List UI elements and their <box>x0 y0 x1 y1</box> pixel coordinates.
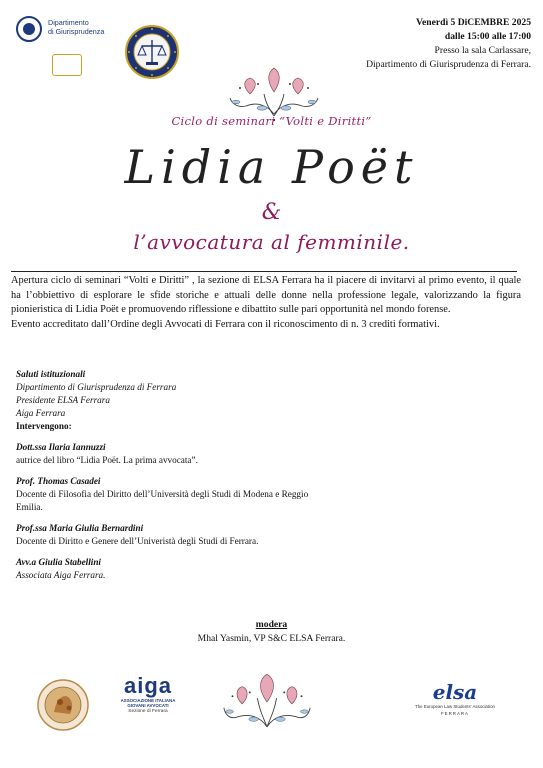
moderator <box>0 618 543 646</box>
event-title: Lidia Poët <box>124 140 419 194</box>
aiga-logo-line2: Sezione di Ferrara <box>128 709 168 714</box>
program <box>16 368 436 582</box>
divider <box>11 271 517 272</box>
speaker-role: autrice del libro “Lidia Poët. La prima avvocata”. <box>16 455 198 465</box>
seminar-series-label: Ciclo di seminari “Volti e Diritti” <box>171 114 372 128</box>
excellence-badge-icon <box>52 54 82 76</box>
title-ampersand: & <box>261 200 282 225</box>
bar-association-logo-icon <box>36 678 90 732</box>
elsa-logo-line1: The European Law Students' Association <box>415 704 495 709</box>
speaker-role: Docente di Diritto e Genere dell’Univeristà degli Studi di Ferrara. <box>16 536 259 546</box>
speaker-name: Dott.ssa Ilaria Iannuzzi <box>16 442 106 452</box>
greeting-item: Presidente ELSA Ferrara <box>16 395 110 405</box>
aiga-logo-mark: aiga <box>123 673 173 698</box>
elsa-logo <box>400 681 510 731</box>
event-date: Venerdì 5 DiCEMBRE 2025 <box>415 17 531 28</box>
event-venue: Presso la sala Carlassare, <box>434 45 531 56</box>
floral-ornament-icon <box>221 668 313 734</box>
greetings-heading: Saluti istituzionali <box>16 369 86 379</box>
speaker-role: Docente di Filosofia del Diritto dell’Università degli Studi di Modena e Reggio Emilia. <box>16 489 309 512</box>
aiga-logo <box>111 674 185 734</box>
speaker-role: Associata Aiga Ferrara. <box>16 570 106 580</box>
department-logo <box>16 14 126 74</box>
event-time: dalle 15:00 alle 17:00 <box>444 31 531 42</box>
greeting-item: Aiga Ferrara <box>16 408 66 418</box>
moderator-name: Mhal Yasmin, VP S&C ELSA Ferrara. <box>197 633 346 644</box>
elsa-logo-mark: elsa <box>432 680 478 704</box>
elsa-logo-line2: FERRARA <box>441 711 469 716</box>
event-department: Dipartimento di Giurisprudenza di Ferrara. <box>366 59 531 70</box>
speakers-heading: Intervengono: <box>16 421 72 431</box>
speaker-name: Prof.ssa Maria Giulia Bernardini <box>16 523 144 533</box>
intro-text <box>11 274 521 332</box>
department-logo-text <box>48 18 104 36</box>
greeting-item: Dipartimento di Giurisprudenza di Ferrara <box>16 382 177 392</box>
department-logo-line2: di Giurisprudenza <box>48 27 105 36</box>
intro-paragraph-2: Evento accreditato dall’Ordine degli Avvocati di Ferrara con il riconoscimento di n. 3 crediti formativi. <box>11 318 440 330</box>
event-info <box>366 16 531 72</box>
speaker-name: Avv.a Giulia Stabellini <box>16 557 101 567</box>
aiga-logo-line1: ASSOCIAZIONE ITALIANA GIOVANI AVVOCATI <box>120 698 176 708</box>
event-subtitle: l’avvocatura al femminile. <box>133 230 410 254</box>
university-seal-icon <box>16 16 42 42</box>
department-logo-line1: Dipartimento <box>48 18 89 27</box>
intro-paragraph-1: Apertura ciclo di seminari “Volti e Diritti” , la sezione di ELSA Ferrara ha il piacere di invitarvi al primo evento, il quale ha l’obbiettivo di esplorare le sfide storiche e attuali delle donne nella professione legale, valorizzando la figura pionieristica di Lidia Poët e promuovendo riflessione e dibattito sulle pari opportunità nel mondo forense. <box>11 275 521 315</box>
moderator-label: modera <box>255 619 288 630</box>
speaker-name: Prof. Thomas Casadei <box>16 476 101 486</box>
elsa-seal-icon <box>124 24 180 80</box>
